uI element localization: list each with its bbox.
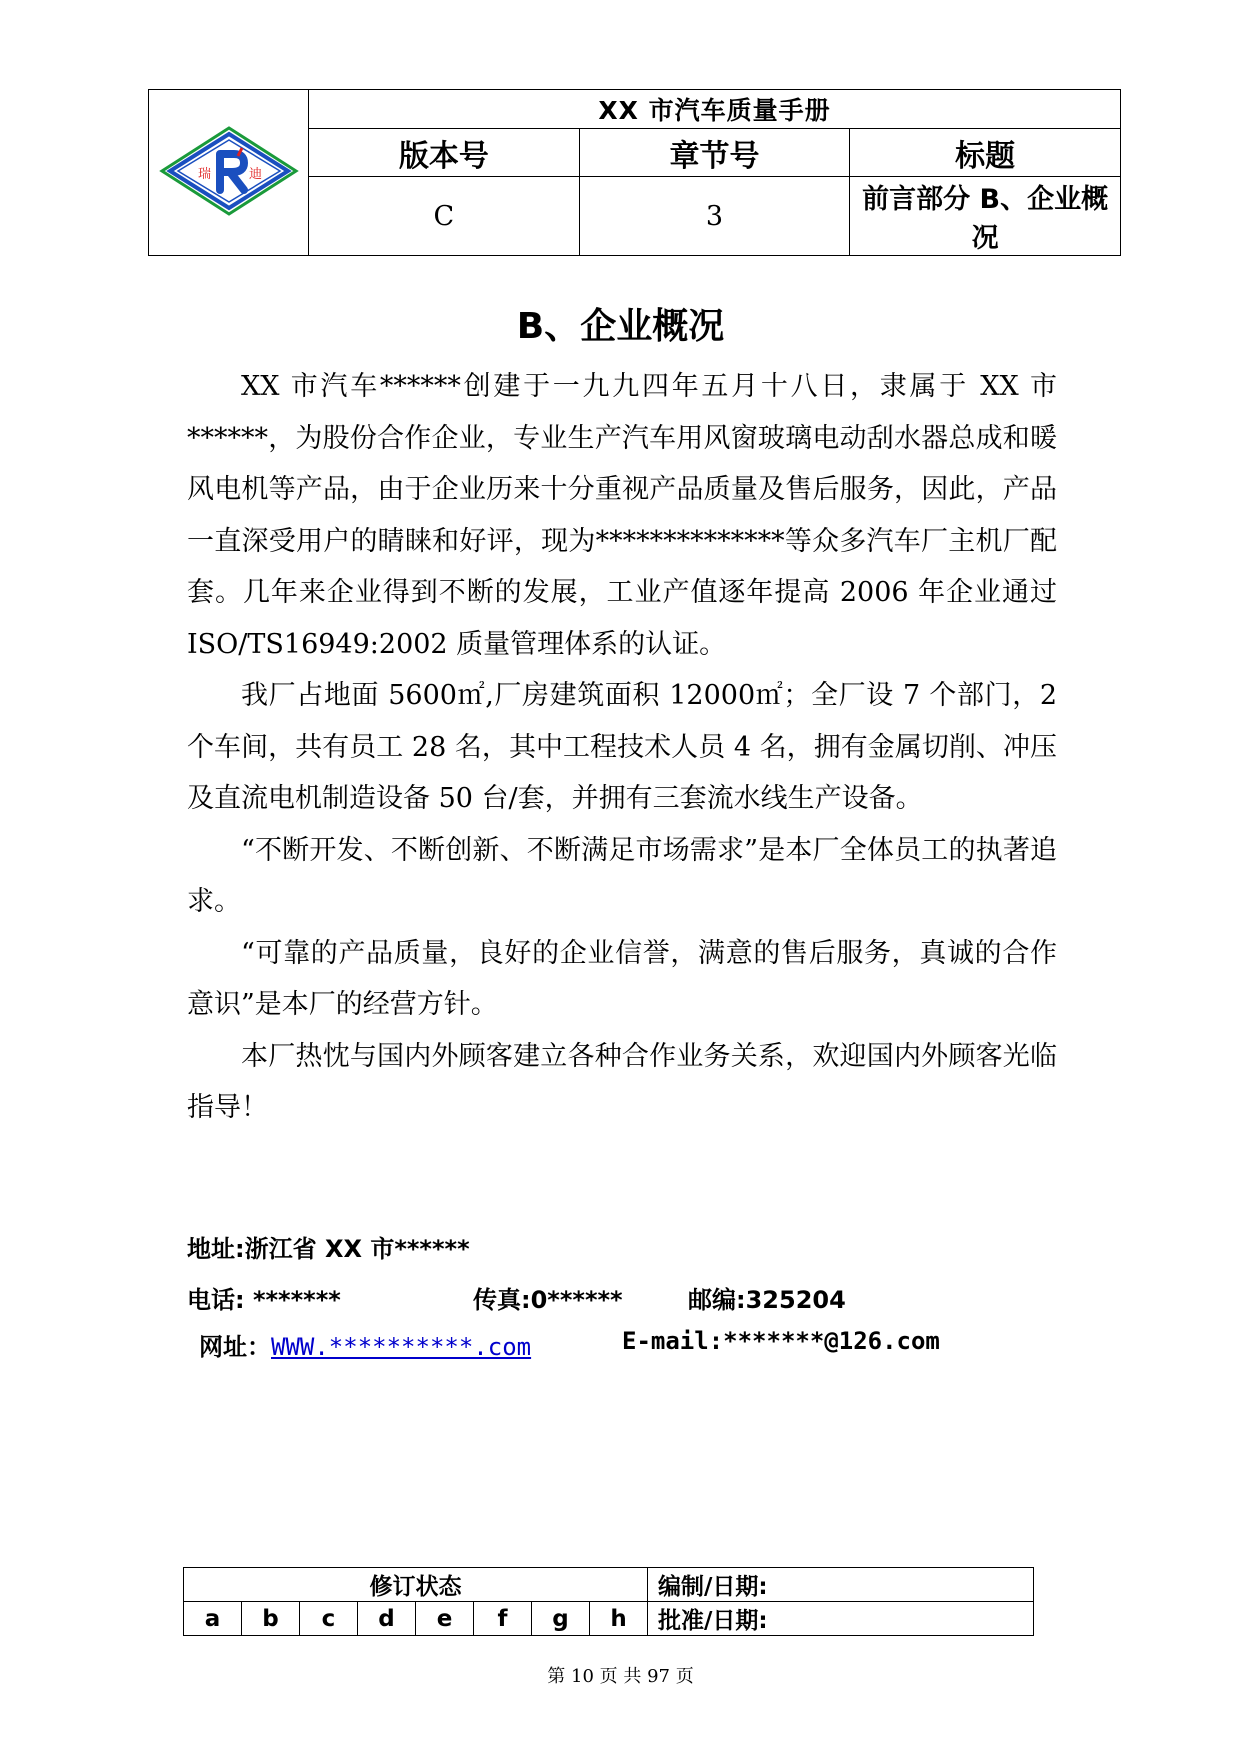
email <box>622 1327 940 1355</box>
revision-letter: g <box>532 1602 590 1636</box>
phone: 电话: ******* <box>187 1286 341 1314</box>
logo-text-right: 迪 <box>248 166 262 182</box>
title-value: 前言部分 B、企业概况 <box>850 177 1121 256</box>
revision-letter: d <box>358 1602 416 1636</box>
approved-date-label: 批准/日期: <box>648 1602 1034 1636</box>
paragraph-policy: “可靠的产品质量，良好的企业信誉，满意的售后服务，真诚的合作意识”是本厂的经营方针。 <box>187 937 1057 1020</box>
prepared-date-label: 编制/日期: <box>648 1568 1034 1602</box>
page-number: 第 10 页 共 97 页 <box>547 1666 694 1687</box>
logo-cell <box>149 90 309 256</box>
manual-title: XX 市汽车质量手册 <box>309 90 1121 129</box>
website-link[interactable]: WWW.**********.com <box>271 1333 532 1361</box>
body-text <box>187 361 1057 1134</box>
revision-letter: c <box>300 1602 358 1636</box>
chapter-value: 3 <box>579 177 850 256</box>
header-table <box>148 89 1121 256</box>
email-text: E-mail:*******@126.com <box>622 1327 940 1355</box>
revision-status-label: 修订状态 <box>184 1568 648 1602</box>
document-title: B、企业概况 <box>516 306 725 347</box>
version-value: C <box>309 177 580 256</box>
paragraph-pursuit: “不断开发、不断创新、不断满足市场需求”是本厂全体员工的执著追求。 <box>187 834 1057 917</box>
company-logo <box>154 116 304 226</box>
revision-table <box>183 1567 1034 1636</box>
revision-letter: f <box>474 1602 532 1636</box>
revision-letter: h <box>590 1602 648 1636</box>
title-header: 标题 <box>850 129 1121 177</box>
revision-letter: e <box>416 1602 474 1636</box>
revision-letter: b <box>242 1602 300 1636</box>
paragraph-intro: XX 市汽车******创建于一九九四年五月十八日，隶属于 XX 市******，为股份合作企业，专业生产汽车用风窗玻璃电动刮水器总成和暖风电机等产品，由于企业历来十分重视产品质量及售后服务，因此，产品一直深受用户的睛睐和好评，现为**************等众多汽车厂主机厂配套。几年来企业得到不断的发展，工业产值逐年提高 2006 年企业通过 ISO/TS16949:2002 质量管理体系的认证。 <box>187 371 1057 660</box>
paragraph-welcome: 本厂热忱与国内外顾客建立各种合作业务关系，欢迎国内外顾客光临指导！ <box>187 1040 1057 1123</box>
paragraph-facilities: 我厂占地面 5600㎡,厂房建筑面积 12000㎡；全厂设 7 个部门，2 个车间，共有员工 28 名，其中工程技术人员 4 名，拥有金属切削、冲压及直流电机制造设备 50 台/套，并拥有三套流水线生产设备。 <box>187 680 1057 814</box>
website-label: 网址： <box>199 1333 271 1361</box>
revision-letter: a <box>184 1602 242 1636</box>
version-header: 版本号 <box>309 129 580 177</box>
chapter-header: 章节号 <box>579 129 850 177</box>
postcode: 邮编:325204 <box>688 1286 846 1314</box>
logo-text-left: 瑞 <box>197 166 211 182</box>
address: 地址:浙江省 XX 市****** <box>187 1235 470 1263</box>
fax: 传真:0****** <box>473 1286 623 1314</box>
website-row <box>199 1327 531 1362</box>
